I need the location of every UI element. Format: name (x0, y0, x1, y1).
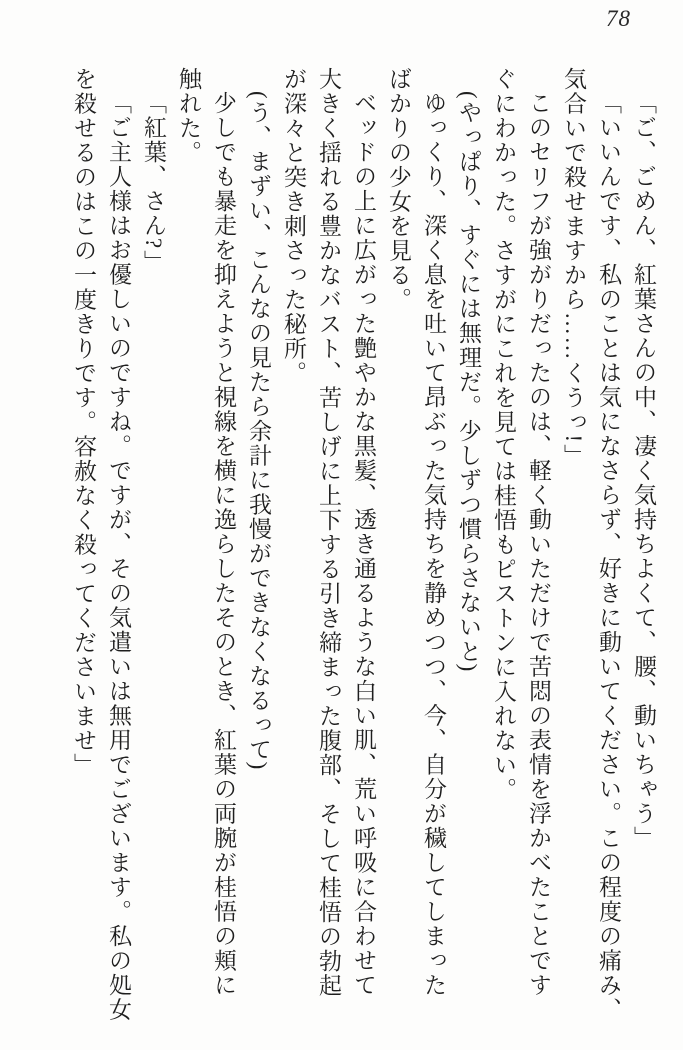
text-line: 「ご主人様はお優しいのですね。ですが、その気遣いは無用でございます。私の処女 (106, 91, 131, 1022)
text-line: が深々と突き刺さった秘所。 (281, 67, 306, 386)
text-line: ぐにわかった。さすがにこれを見ては桂悟もピストンに入れない。 (491, 67, 516, 802)
text-line: ベッドの上に広がった艶やかな黒髪、透き通るような白い肌、荒い呼吸に合わせて (351, 91, 376, 998)
text-line: 触れた。 (176, 67, 201, 165)
vertical-text-block (66, 67, 661, 1022)
text-line: ばかりの少女を見る。 (386, 67, 411, 312)
text-line: 大きく揺れる豊かなバスト、苦しげに上下する引き締まった腹部、そして桂悟の勃起 (316, 67, 341, 998)
text-line: このセリフが強がりだったのは、軽く動いただけで苦悶の表情を浮かべたことです (526, 91, 551, 998)
page-number: 78 (606, 6, 631, 31)
text-line: 「いいんです、私のことは気になさらず、好きに動いてください。この程度の痛み、 (596, 91, 621, 1022)
text-line: 「紅葉、さん?」 (141, 91, 166, 275)
text-line: (う、まずい、こんなの見たら余計に我慢ができなくなるって) (246, 91, 271, 771)
text-line: ゆっくり、深く息を吐いて昂ぶった気持ちを静めつつ、今、自分が穢してしまった (421, 91, 446, 998)
text-line: 少しでも暴走を抑えようと視線を横に逸らしたそのとき、紅葉の両腕が桂悟の頬に (211, 91, 236, 998)
text-line: を殺せるのはこの一度きりです。容赦なく殺ってくださいませ」 (71, 67, 96, 778)
text-line: (やっぱり、すぐには無理だ。少しずつ慣らさないと) (456, 91, 481, 673)
text-line: 「ご、ごめん、紅葉さんの中、凄く気持ちよくて、腰、動いちゃう」 (631, 91, 656, 851)
text-line: 気合いで殺せますから……くうっ!」 (561, 67, 586, 469)
